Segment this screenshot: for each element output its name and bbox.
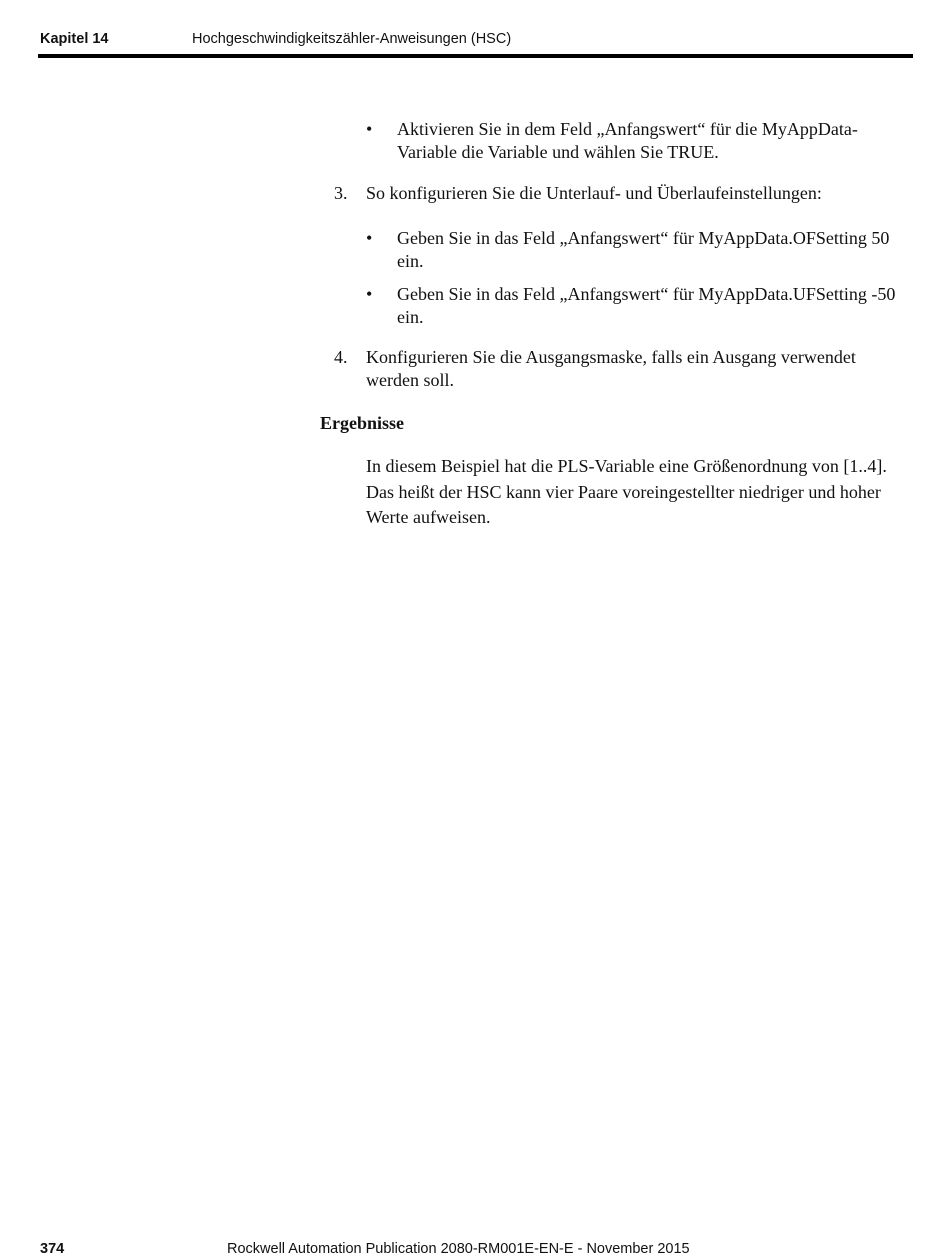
chapter-label: Kapitel 14 xyxy=(40,31,109,47)
step-text: Konfigurieren Sie die Ausgangsmaske, falls ein Ausgang verwendet werden soll. xyxy=(366,347,856,390)
bullet-icon: • xyxy=(366,228,373,248)
step-number: 4. xyxy=(334,347,348,367)
header-divider xyxy=(38,54,913,58)
bullet-icon: • xyxy=(366,284,373,304)
step-number: 3. xyxy=(334,183,348,203)
page-footer xyxy=(40,1238,913,1260)
bullet-icon: • xyxy=(366,119,373,139)
chapter-title: Hochgeschwindigkeitszähler-Anweisungen (HSC) xyxy=(192,31,512,47)
bullet-text: Geben Sie in das Feld „Anfangswert“ für MyAppData.UFSetting -50 ein. xyxy=(397,284,896,327)
page-header xyxy=(40,28,913,50)
bullet-text: Aktivieren Sie in dem Feld „Anfangswert“ für die MyAppData-Variable die Variable und wählen Sie TRUE. xyxy=(397,119,858,162)
publication-info: Rockwell Automation Publication 2080-RM001E-EN-E - November 2015 xyxy=(227,1241,690,1257)
bullet-text: Geben Sie in das Feld „Anfangswert“ für MyAppData.OFSetting 50 ein. xyxy=(397,228,890,271)
results-heading: Ergebnisse xyxy=(320,413,405,433)
page-number: 374 xyxy=(40,1241,65,1257)
results-paragraph: In diesem Beispiel hat die PLS-Variable eine Größenordnung von [1..4]. Das heißt der HSC kann vier Paare voreingestellter niedriger und hoher Werte aufweisen. xyxy=(366,456,887,527)
step-text: So konfigurieren Sie die Unterlauf- und Überlaufeinstellungen: xyxy=(366,183,822,203)
